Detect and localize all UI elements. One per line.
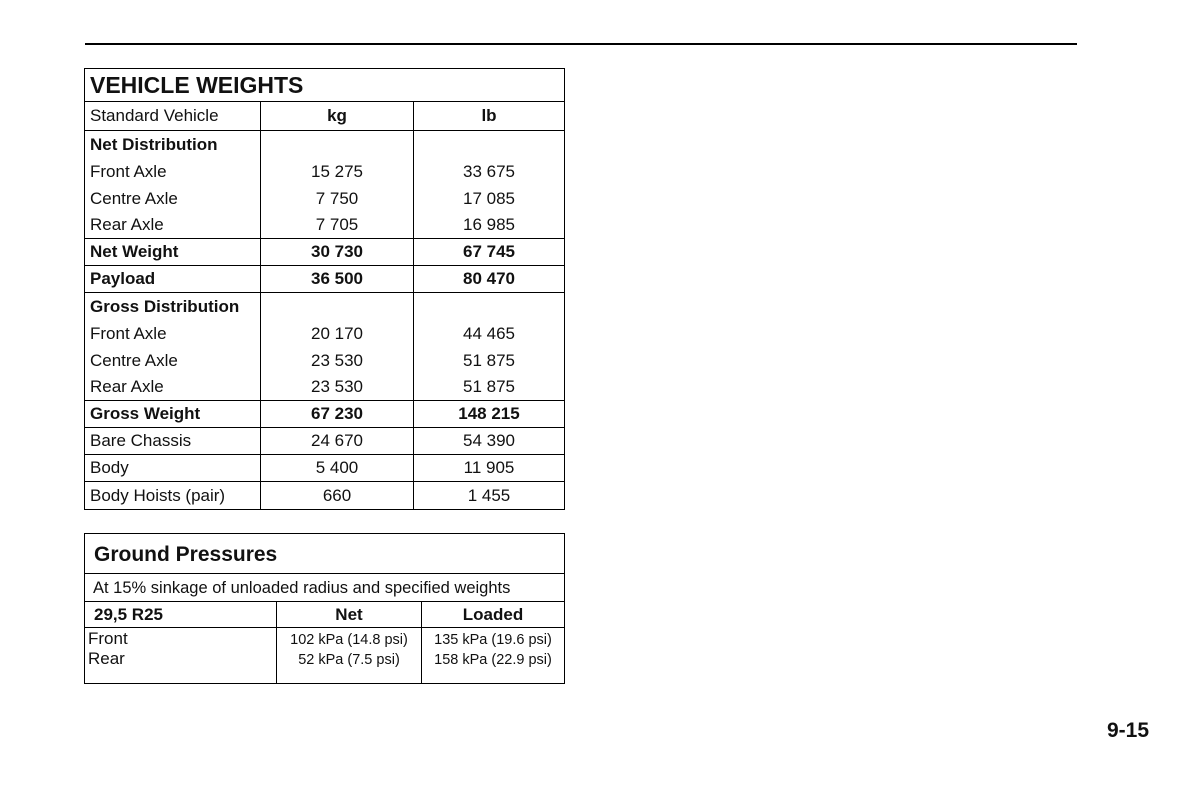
row-lb: 54 390 [463,431,515,450]
front-label: Front [88,629,128,648]
header-kg: kg [261,102,414,130]
row-lb: 17 085 [463,188,515,208]
payload-row [85,266,564,293]
front-loaded-value: 135 kPa (19.6 psi) [434,632,552,648]
row-label: Front Axle [85,320,261,347]
row-label: Front Axle [85,158,261,185]
bare-chassis-row [85,428,564,455]
page-number: 9-15 [1106,719,1149,742]
gross-weight-row [85,401,564,428]
row-lb: 67 745 [463,242,515,261]
tyre-size-header: 29,5 R25 [85,602,277,627]
row-kg: 36 500 [261,266,414,292]
row-label: Net Weight [85,239,261,265]
rear-net-value: 52 kPa (7.5 psi) [298,652,400,668]
row-lb: 16 985 [463,215,515,234]
row-label: Gross Weight [85,401,261,427]
row-label: Body Hoists (pair) [85,482,261,509]
row-lb: 1 455 [467,485,511,505]
row-label: Bare Chassis [85,428,261,454]
header-label: Standard Vehicle [85,102,261,130]
body-row [85,455,564,482]
row-kg: 24 670 [261,428,414,454]
row-kg: 20 170 [261,320,414,347]
net-values [277,628,422,683]
rear-loaded-value: 158 kPa (22.9 psi) [434,652,552,668]
row-label: Rear Axle [85,374,261,400]
table-row [85,347,564,374]
section-row [85,293,564,320]
rear-label: Rear [88,649,125,668]
vehicle-weights-table [84,68,565,510]
net-weight-row [85,239,564,266]
row-lb: 80 470 [463,269,515,288]
axle-labels [85,628,277,683]
row-lb: 11 905 [463,458,515,477]
header-lb: lb [481,106,497,125]
row-kg: 67 230 [261,401,414,427]
row-kg: 660 [261,482,414,509]
loaded-values [422,628,564,683]
table-row [85,320,564,347]
vehicle-weights-title: VEHICLE WEIGHTS [85,69,564,102]
table-row [85,185,564,212]
ground-pressures-title: Ground Pressures [85,534,564,574]
table-header-row [85,102,564,131]
ground-pressures-body [85,628,564,683]
row-lb: 51 875 [463,350,515,370]
row-label: Payload [85,266,261,292]
row-kg: 15 275 [261,158,414,185]
row-kg: 23 530 [261,347,414,374]
row-label: Rear Axle [85,212,261,238]
table-row [85,158,564,185]
top-rule [85,43,1077,45]
row-label: Centre Axle [85,347,261,374]
body-hoists-row [85,482,564,509]
row-kg: 7 750 [261,185,414,212]
net-distribution-label: Net Distribution [85,131,261,158]
row-lb: 33 675 [463,161,515,181]
ground-pressures-header [85,602,564,628]
row-lb: 44 465 [463,323,515,343]
row-kg: 5 400 [261,455,414,481]
ground-pressures-table [84,533,565,684]
section-row [85,131,564,158]
net-header: Net [277,602,422,627]
row-kg: 30 730 [261,239,414,265]
front-net-value: 102 kPa (14.8 psi) [290,632,408,648]
table-row [85,374,564,401]
row-label: Centre Axle [85,185,261,212]
row-label: Body [85,455,261,481]
row-lb: 51 875 [463,377,515,396]
row-kg: 7 705 [261,212,414,238]
gross-distribution-label: Gross Distribution [85,293,261,320]
row-kg: 23 530 [261,374,414,400]
ground-pressures-subtitle: At 15% sinkage of unloaded radius and specified weights [85,574,564,602]
loaded-header: Loaded [462,605,524,624]
table-row [85,212,564,239]
row-lb: 148 215 [458,404,520,423]
